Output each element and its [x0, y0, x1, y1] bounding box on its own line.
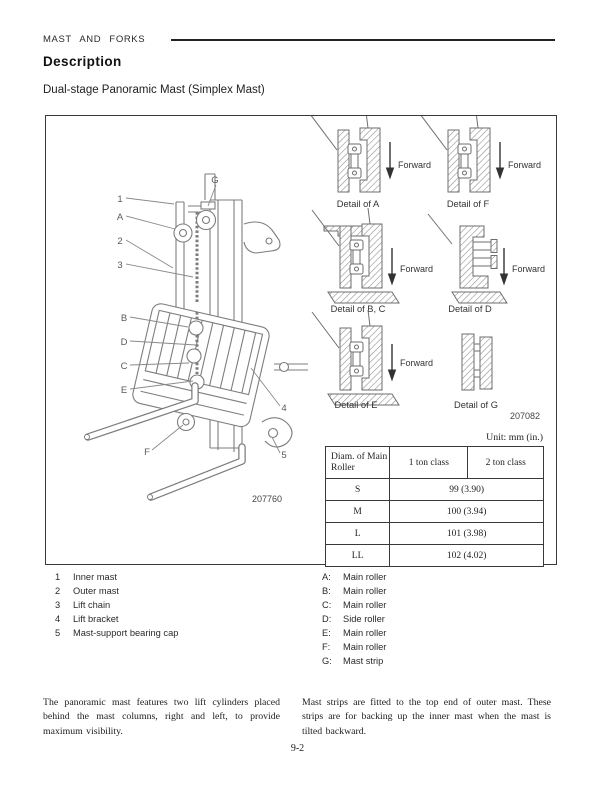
forward-arrow-icon [501, 248, 508, 284]
forward-label: Forward [400, 264, 434, 274]
legend-item [322, 598, 386, 612]
forward-label: Forward [400, 358, 434, 368]
legend-label: Outer mast [73, 586, 119, 596]
detail-a-drawing [310, 116, 431, 209]
legend-label: Main roller [343, 586, 387, 596]
legend-label: Main roller [343, 572, 387, 582]
legend-key: F: [322, 642, 331, 652]
legend-numbered [55, 570, 178, 640]
legend-item [322, 570, 386, 584]
legend-label: Lift bracket [73, 614, 119, 624]
header-rule [171, 39, 555, 41]
callout-label: 1 [117, 194, 123, 205]
section-title: MAST AND FORKS [43, 34, 146, 45]
legend-label: Mast-support bearing cap [73, 628, 179, 638]
forward-arrow-icon [497, 142, 504, 178]
legend-key: 3 [55, 600, 61, 610]
subtitle: Dual-stage Panoramic Mast (Simplex Mast) [43, 84, 265, 96]
callout-label: 4 [281, 403, 287, 414]
legend-key: 5 [55, 628, 61, 638]
callout-label: G [211, 175, 219, 186]
legend-key: A: [322, 572, 331, 582]
detail-label: Detail of D [448, 304, 492, 314]
callout-label: E [120, 385, 128, 396]
table-header-row [326, 447, 544, 479]
callout-label: C [120, 361, 128, 372]
legend-label: Main roller [343, 628, 387, 638]
detail-label: Detail of B, C [330, 304, 386, 314]
roller-value: 101 (3.98) [390, 523, 544, 545]
legend-item [322, 640, 386, 654]
forward-arrow-icon [389, 344, 396, 380]
roller-value: 99 (3.90) [390, 479, 544, 501]
roller-size: S [326, 479, 390, 501]
roller-value: 102 (4.02) [390, 545, 544, 567]
legend-label: Main roller [343, 642, 387, 652]
table-header-diam: Diam. of Main Roller [326, 447, 390, 479]
legend-key: 4 [55, 614, 61, 624]
detail-label: Detail of G [454, 400, 498, 410]
detail-g-drawing [454, 334, 498, 410]
legend-key: E: [322, 628, 331, 638]
forward-label: Forward [512, 264, 546, 274]
legend-label: Inner mast [73, 572, 117, 582]
legend-item [322, 626, 386, 640]
legend-key: D: [322, 614, 332, 624]
table-header-2ton: 2 ton class [468, 447, 544, 479]
roller-size: L [326, 523, 390, 545]
table-row [326, 545, 544, 567]
table-unit-note: Unit: mm (in.) [486, 432, 543, 443]
body-paragraph-right: Mast strips are fitted to the top end of outer mast. These strips are for backing up the inner mast when the mast is tilted backward. [302, 696, 551, 737]
page-header [43, 34, 555, 45]
roller-diameter-table [325, 446, 544, 567]
roller-size: LL [326, 545, 390, 567]
legend-label: Mast strip [343, 656, 384, 666]
legend-item [55, 612, 178, 626]
legend-item [322, 584, 386, 598]
body-paragraph-left: The panoramic mast features two lift cylinders placed behind the mast columns, right and left, to provide maximum visibility. [43, 696, 280, 737]
forward-arrow-icon [389, 248, 396, 284]
callout-label: B [120, 313, 128, 324]
callout-label: 3 [117, 260, 123, 271]
detail-e-drawing [312, 310, 433, 410]
legend-key: G: [322, 656, 332, 666]
detail-label: Detail of E [334, 400, 378, 410]
roller-value: 100 (3.94) [390, 501, 544, 523]
legend-label: Main roller [343, 600, 387, 610]
forward-arrow-icon [387, 142, 394, 178]
detail-d-drawing [428, 214, 545, 314]
legend-label: Lift chain [73, 600, 111, 610]
main-drawing-number: 207760 [252, 494, 283, 504]
page-title: Description [43, 54, 122, 69]
legend-item [322, 654, 386, 668]
callout-label: D [120, 337, 128, 348]
legend-item [322, 612, 386, 626]
table-row [326, 523, 544, 545]
page-number: 9-2 [290, 743, 305, 754]
callout-label: 2 [117, 236, 123, 247]
legend-item [55, 626, 178, 640]
legend-key: C: [322, 600, 332, 610]
roller-size: M [326, 501, 390, 523]
forward-label: Forward [398, 160, 432, 170]
table-row [326, 501, 544, 523]
table-header-1ton: 1 ton class [390, 447, 468, 479]
detail-label: Detail of A [336, 199, 380, 209]
legend-key: 2 [55, 586, 61, 596]
detail-f-drawing [420, 116, 541, 209]
callout-label: 5 [281, 450, 287, 461]
legend-key: B: [322, 586, 331, 596]
legend-key: 1 [55, 572, 61, 582]
legend-lettered [322, 570, 386, 668]
figure-box [45, 115, 557, 565]
table-row [326, 479, 544, 501]
callout-label: A [116, 212, 124, 223]
legend-item [55, 584, 178, 598]
forward-label: Forward [508, 160, 542, 170]
detail-label: Detail of F [446, 199, 490, 209]
legend-item [55, 570, 178, 584]
details-drawing-number: 207082 [509, 411, 540, 421]
legend-item [55, 598, 178, 612]
detail-bc-drawing [312, 208, 433, 314]
legend-label: Side roller [343, 614, 385, 624]
callout-label: F [144, 447, 150, 458]
